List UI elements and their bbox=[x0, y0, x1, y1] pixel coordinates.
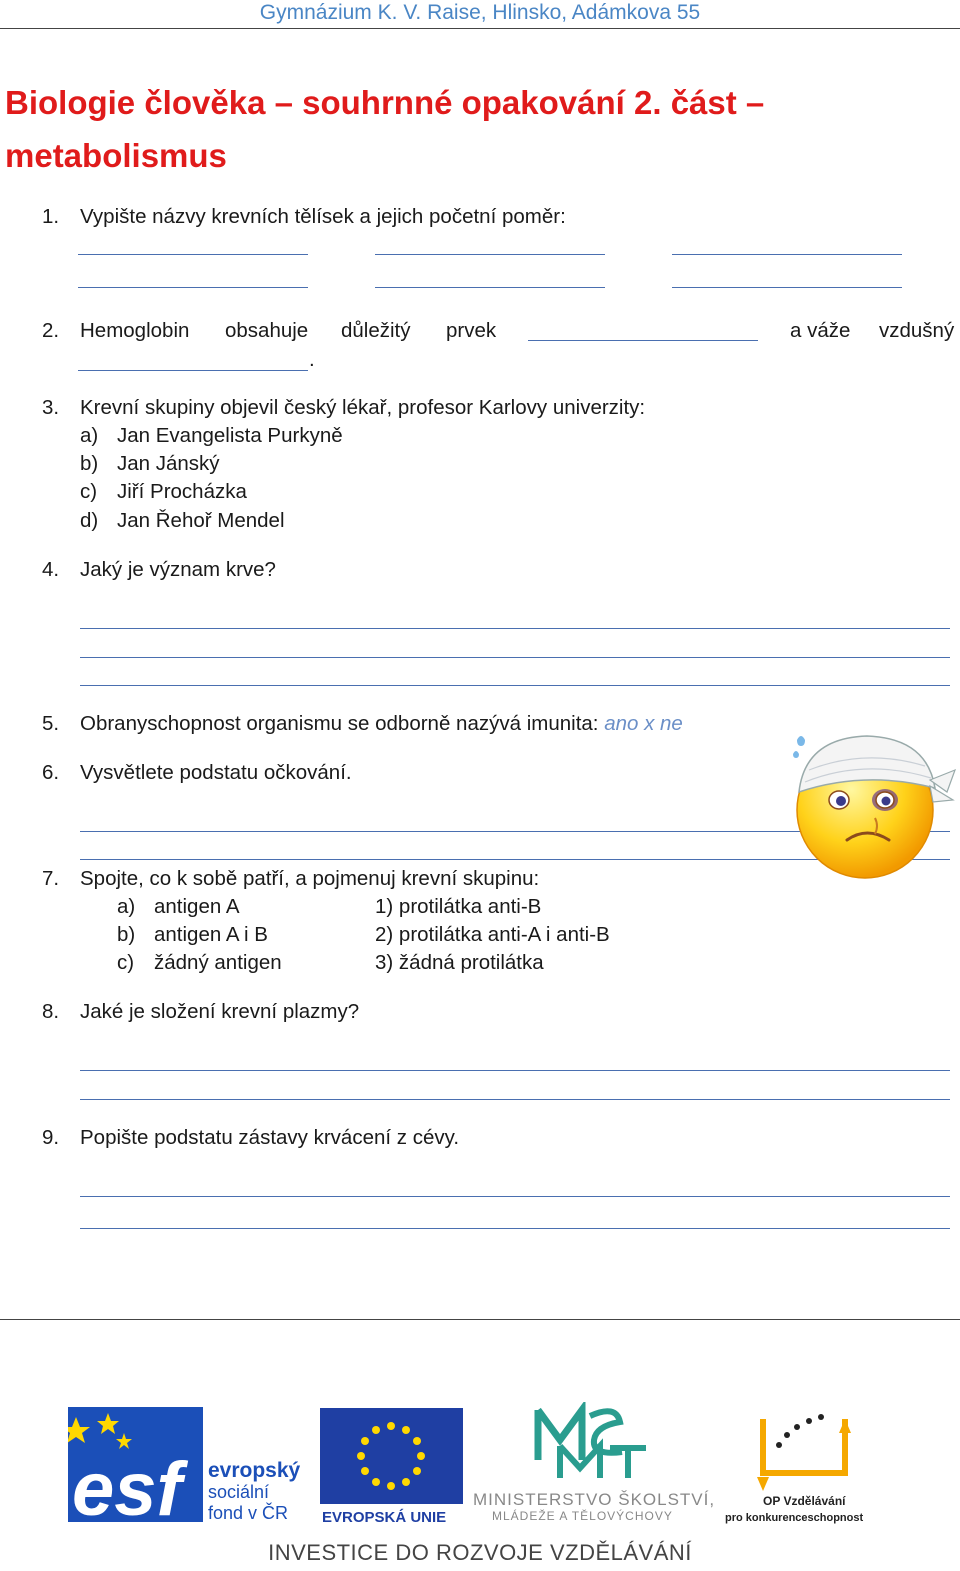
eu-flag-logo bbox=[320, 1408, 465, 1526]
answer-line[interactable] bbox=[80, 685, 950, 686]
question-7 bbox=[42, 865, 539, 893]
option-text: žádný antigen bbox=[154, 951, 282, 974]
question-text: Jaké je složení krevní plazmy? bbox=[80, 1000, 360, 1023]
match-right-1[interactable]: 1) protilátka anti-B bbox=[375, 895, 542, 918]
answer-line[interactable] bbox=[672, 254, 902, 255]
option-letter: c) bbox=[80, 480, 98, 503]
answer-line[interactable] bbox=[78, 287, 308, 288]
option-letter: b) bbox=[117, 923, 136, 946]
question-text: vzdušný bbox=[879, 319, 955, 342]
question-5 bbox=[42, 710, 683, 738]
question-1 bbox=[42, 203, 566, 231]
title-line-2: metabolismus bbox=[5, 137, 227, 174]
question-number: 8. bbox=[42, 1000, 60, 1023]
answer-line[interactable] bbox=[375, 254, 605, 255]
answer-line[interactable] bbox=[80, 1196, 950, 1197]
option-letter: a) bbox=[80, 424, 99, 447]
question-2 bbox=[42, 317, 80, 345]
op-line-2: pro konkurenceschopnost bbox=[725, 1512, 864, 1524]
answer-line[interactable] bbox=[78, 370, 308, 371]
investice-slogan: INVESTICE DO ROZVOJE VZDĚLÁVÁNÍ bbox=[268, 1540, 692, 1565]
msmt-logo bbox=[470, 1402, 720, 1527]
option-a[interactable] bbox=[80, 422, 343, 450]
question-3 bbox=[42, 394, 645, 422]
op-line-1: OP Vzdělávání bbox=[763, 1494, 846, 1508]
option-text: Jiří Procházka bbox=[117, 480, 247, 503]
question-number: 1. bbox=[42, 205, 60, 228]
question-number: 5. bbox=[42, 712, 60, 735]
question-text: prvek bbox=[446, 319, 497, 342]
answer-line[interactable] bbox=[528, 340, 758, 341]
question-text: Spojte, co k sobě patří, a pojmenuj krevní skupinu: bbox=[80, 867, 540, 890]
question-text: obsahuje bbox=[225, 319, 309, 342]
answer-line[interactable] bbox=[80, 628, 950, 629]
question-text: Popište podstatu zástavy krvácení z cévy. bbox=[80, 1126, 460, 1149]
question-number: 2. bbox=[42, 319, 60, 342]
question-number: 4. bbox=[42, 558, 60, 581]
question-text: a váže bbox=[790, 319, 851, 342]
answer-line[interactable] bbox=[80, 1228, 950, 1229]
header-divider bbox=[0, 28, 960, 29]
esf-line-3: fond v ČR bbox=[208, 1503, 289, 1523]
answer-line[interactable] bbox=[80, 657, 950, 658]
option-c[interactable] bbox=[80, 478, 247, 506]
title-line-1: Biologie člověka – souhrnné opakování 2. část – bbox=[5, 84, 765, 121]
answer-line[interactable] bbox=[375, 287, 605, 288]
match-left-b[interactable] bbox=[117, 921, 268, 949]
answer-choice[interactable]: ano x ne bbox=[604, 712, 683, 735]
esf-line-2: sociální bbox=[208, 1482, 270, 1502]
question-text: Vypište názvy krevních tělísek a jejich početní poměr: bbox=[80, 205, 566, 228]
question-8 bbox=[42, 998, 359, 1026]
question-text: Obranyschopnost organismu se odborně nazývá imunita: bbox=[80, 712, 605, 735]
esf-logo bbox=[68, 1405, 313, 1525]
option-letter: a) bbox=[117, 895, 136, 918]
question-9 bbox=[42, 1124, 459, 1152]
question-text: Hemoglobin bbox=[80, 319, 190, 342]
question-text: Jaký je význam krve? bbox=[80, 558, 276, 581]
match-left-c[interactable] bbox=[117, 949, 282, 977]
option-text: Jan Jánský bbox=[117, 452, 220, 475]
option-text: Jan Řehoř Mendel bbox=[117, 509, 285, 532]
option-d[interactable] bbox=[80, 507, 285, 535]
msmt-line-1: MINISTERSTVO ŠKOLSTVÍ, bbox=[473, 1490, 716, 1509]
answer-line[interactable] bbox=[78, 254, 308, 255]
question-number: 3. bbox=[42, 396, 60, 419]
match-left-a[interactable] bbox=[117, 893, 240, 921]
eu-label: EVROPSKÁ UNIE bbox=[322, 1509, 447, 1526]
answer-line[interactable] bbox=[672, 287, 902, 288]
injured-smiley-icon bbox=[785, 730, 960, 880]
question-text: Krevní skupiny objevil český lékař, profesor Karlovy univerzity: bbox=[80, 396, 646, 419]
question-number: 7. bbox=[42, 867, 60, 890]
option-letter: b) bbox=[80, 452, 99, 475]
op-vk-logo bbox=[723, 1405, 883, 1525]
question-6 bbox=[42, 759, 352, 787]
sentence-end: . bbox=[309, 348, 315, 371]
question-text: důležitý bbox=[341, 319, 411, 342]
question-4 bbox=[42, 556, 276, 584]
option-text: antigen A i B bbox=[154, 923, 268, 946]
option-letter: c) bbox=[117, 951, 135, 974]
footer-divider bbox=[0, 1319, 960, 1320]
school-header: Gymnázium K. V. Raise, Hlinsko, Adámkova 55 bbox=[259, 1, 701, 24]
option-letter: d) bbox=[80, 509, 99, 532]
esf-mark: esf bbox=[72, 1447, 182, 1525]
option-b[interactable] bbox=[80, 450, 220, 478]
match-right-3[interactable]: 3) žádná protilátka bbox=[375, 951, 544, 974]
option-text: antigen A bbox=[154, 895, 240, 918]
option-text: Jan Evangelista Purkyně bbox=[117, 424, 343, 447]
esf-line-1: evropský bbox=[208, 1459, 301, 1482]
match-right-2[interactable]: 2) protilátka anti-A i anti-B bbox=[375, 923, 610, 946]
msmt-line-2: MLÁDEŽE A TĚLOVÝCHOVY bbox=[492, 1509, 673, 1523]
question-number: 9. bbox=[42, 1126, 60, 1149]
answer-line[interactable] bbox=[80, 1070, 950, 1071]
question-number: 6. bbox=[42, 761, 60, 784]
page-title bbox=[5, 76, 805, 182]
question-text: Vysvětlete podstatu očkování. bbox=[80, 761, 352, 784]
answer-line[interactable] bbox=[80, 1099, 950, 1100]
